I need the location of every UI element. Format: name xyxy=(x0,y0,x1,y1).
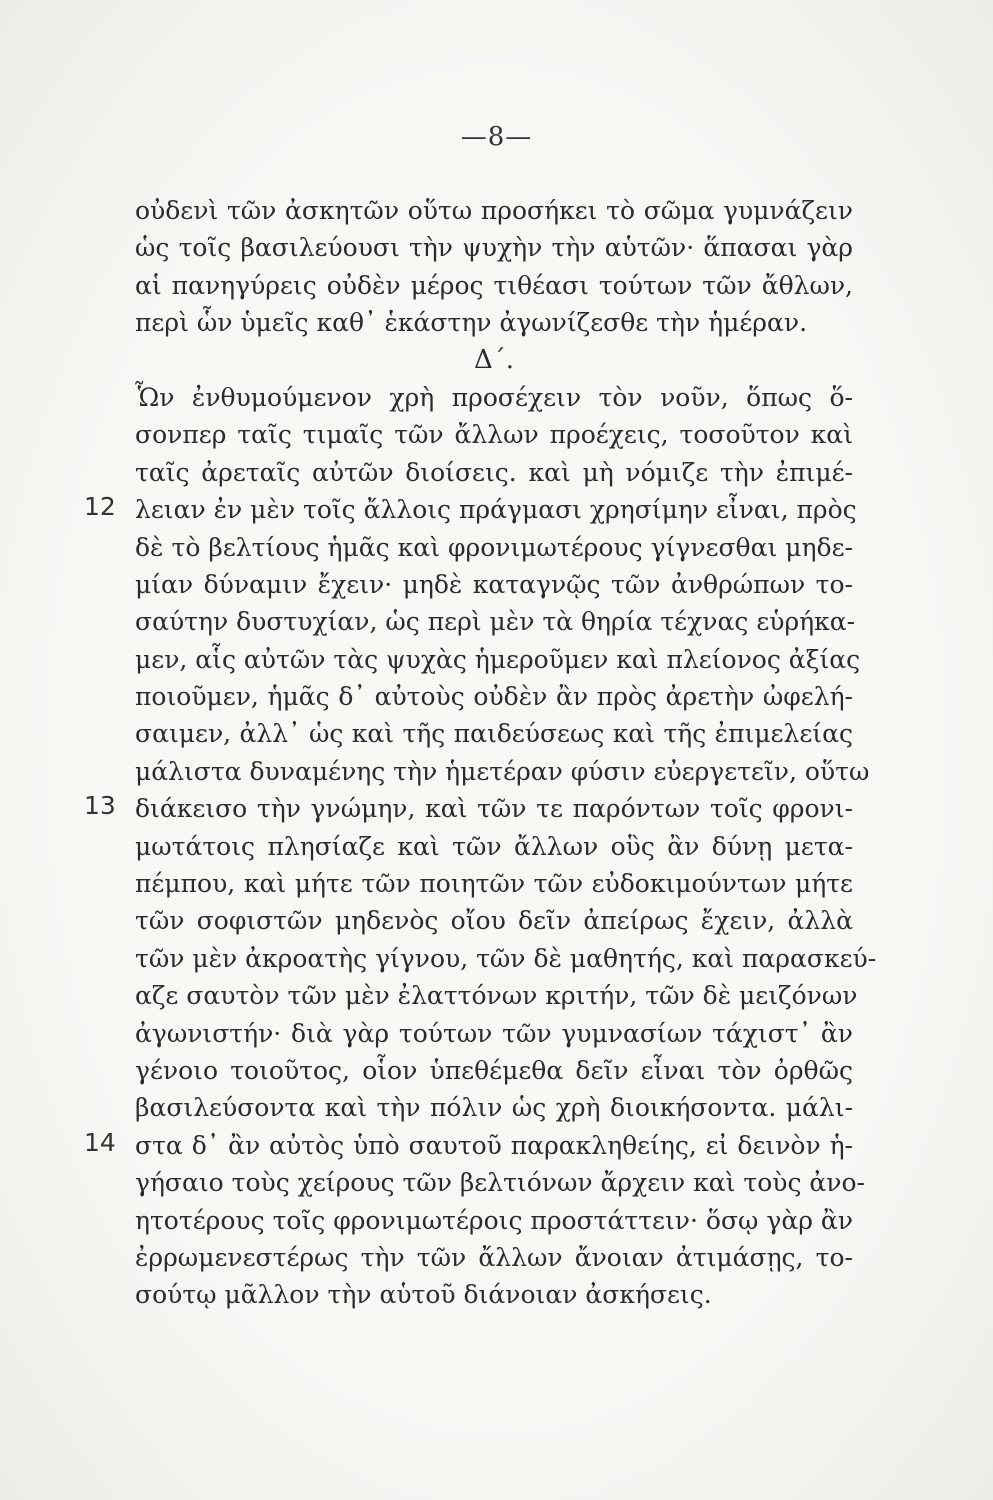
text-line: δὲ τὸ βελτίους ἡμᾶς καὶ φρονιμωτέρους γίγνεσθαι μηδε- xyxy=(135,532,853,562)
text-line: ποιοῦμεν, ἡμᾶς δ᾿ αὐτοὺς οὐδὲν ἂν πρὸς ἀρετὴν ὠφελή- xyxy=(135,682,853,712)
text-line: γήσαιο τοὺς χείρους τῶν βελτιόνων ἄρχειν καὶ τοὺς ἀνο- xyxy=(135,1168,866,1198)
text-line: αζε σαυτὸν τῶν μὲν ἐλαττόνων κριτήν, τῶν δὲ μειζόνων xyxy=(135,981,858,1011)
text-line: μίαν δύναμιν ἔχειν· μηδὲ καταγνῷς τῶν ἀνθρώπων το- xyxy=(135,569,853,599)
body-text xyxy=(135,192,877,1314)
text-line: τῶν σοφιστῶν μηδενὸς οἴου δεῖν ἀπείρως ἔχειν, ἀλλὰ xyxy=(135,906,853,936)
text-line: βασιλεύσοντα καὶ τὴν πόλιν ὡς χρὴ διοικήσοντα. μάλι- xyxy=(135,1093,853,1123)
text-line: ἐρρωμενεστέρως τὴν τῶν ἄλλων ἄνοιαν ἀτιμάσῃς, το- xyxy=(135,1242,853,1272)
text-line: σούτῳ μᾶλλον τὴν αὑτοῦ διάνοιαν ἀσκήσεις. xyxy=(135,1280,712,1310)
text-line: διάκεισο τὴν γνώμην, καὶ τῶν τε παρόντων τοῖς φρονι- xyxy=(135,794,853,824)
text-line: γένοιο τοιοῦτος, οἷον ὑπεθέμεθα δεῖν εἶναι τὸν ὀρθῶς xyxy=(135,1055,853,1085)
text-line: περὶ ὧν ὑμεῖς καθ᾿ ἑκάστην ἀγωνίζεσθε τὴν ἡμέραν. xyxy=(135,308,808,338)
text-line: μεν, αἷς αὐτῶν τὰς ψυχὰς ἡμεροῦμεν καὶ πλείονος ἀξίας xyxy=(135,644,861,674)
text-line: λειαν ἐν μὲν τοῖς ἄλλοις πράγμασι χρησίμην εἶναι, πρὸς xyxy=(135,495,857,525)
text-line: σαύτην δυστυχίαν, ὡς περὶ μὲν τὰ θηρία τέχνας εὑρήκα- xyxy=(135,607,856,637)
text-line: σαιμεν, ἀλλ᾿ ὡς καὶ τῆς παιδεύσεως καὶ τῆς ἐπιμελείας xyxy=(135,719,853,749)
section-number-13: 13 xyxy=(84,791,116,820)
text-line: τῶν μὲν ἀκροατὴς γίγνου, τῶν δὲ μαθητής, καὶ παρασκεύ- xyxy=(135,943,877,973)
text-line: αἱ πανηγύρεις οὐδὲν μέρος τιθέασι τούτων τῶν ἄθλων, xyxy=(135,270,853,300)
text-line: πέμπου, καὶ μήτε τῶν ποιητῶν τῶν εὐδοκιμούντων μήτε xyxy=(135,869,853,899)
section-number-12: 12 xyxy=(84,492,116,521)
text-line: ταῖς ἀρεταῖς αὐτῶν διοίσεις. καὶ μὴ νόμιζε τὴν ἐπιμέ- xyxy=(135,457,853,487)
text-line: ἀγωνιστήν· διὰ γὰρ τούτων τῶν γυμνασίων τάχιστ᾿ ἂν xyxy=(135,1018,853,1048)
text-line: στα δ᾿ ἂν αὐτὸς ὑπὸ σαυτοῦ παρακληθείης, εἰ δεινὸν ἡ- xyxy=(135,1130,853,1160)
text-line: ητοτέρους τοῖς φρονιμωτέροις προστάττειν· ὅσῳ γὰρ ἂν xyxy=(135,1205,853,1235)
text-line: σονπερ ταῖς τιμαῖς τῶν ἄλλων προέχεις, τοσοῦτον καὶ xyxy=(135,420,853,450)
text-line: οὐδενὶ τῶν ἀσκητῶν οὕτω προσήκει τὸ σῶμα γυμνάζειν xyxy=(135,196,853,225)
section-heading: Δ΄. xyxy=(473,344,515,375)
text-line: ὡς τοῖς βασιλεύουσι τὴν ψυχὴν τὴν αὑτῶν· ἅπασαι γὰρ xyxy=(135,233,853,263)
text-line: μωτάτοις πλησίαζε καὶ τῶν ἄλλων οὓς ἂν δύνῃ μετα- xyxy=(135,831,853,861)
text-line: Ὧν ἐνθυμούμενον χρὴ προσέχειν τὸν νοῦν, ὅπως ὅ- xyxy=(135,382,853,412)
text-line: μάλιστα δυναμένης τὴν ἡμετέραν φύσιν εὐεργετεῖν, οὕτω xyxy=(135,756,870,786)
page-number: —8— xyxy=(460,122,533,152)
section-number-14: 14 xyxy=(84,1128,116,1157)
